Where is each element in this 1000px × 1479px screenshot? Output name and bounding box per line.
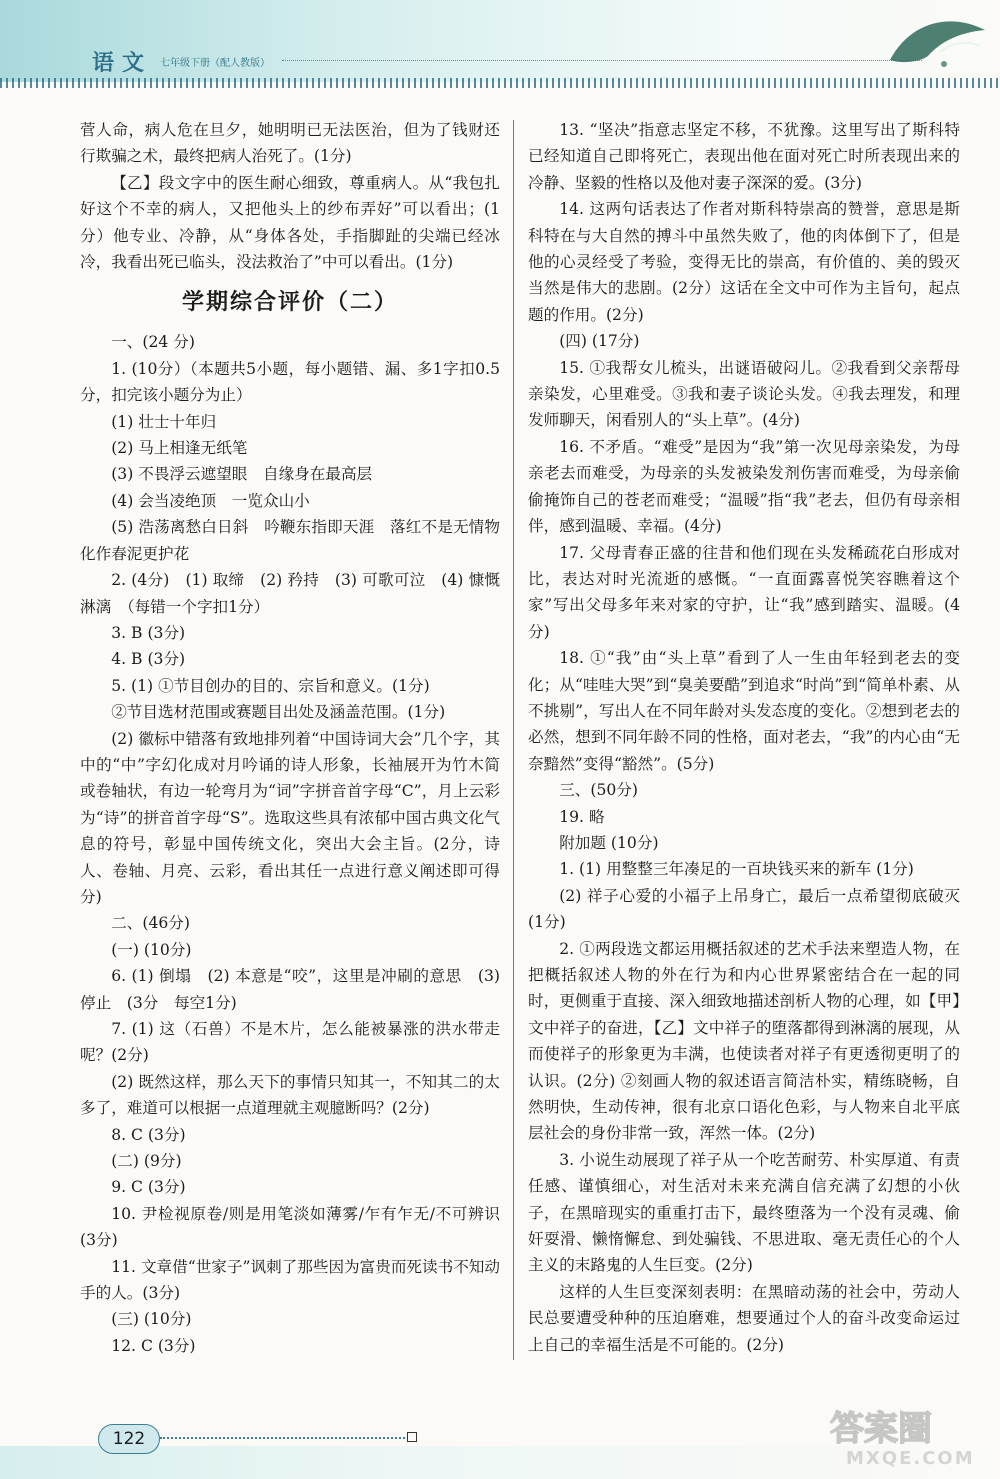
answer-paragraph: 1. (1) 用整整三年凑足的一百块钱买来的新车 (1分) xyxy=(559,860,914,879)
answer-paragraph: 11. 文章借“世家子”讽刺了那些因为富贵而死读书不知动手的人。(3分) xyxy=(80,1257,500,1303)
answer-paragraph: 9. C (3分) xyxy=(111,1178,186,1197)
answer-paragraph: (1) 壮士十年归 xyxy=(111,412,217,431)
answer-paragraph: 1. (10分）（本题共5小题，每小题错、漏、多1字扣0.5分，扣完该小题分为止） xyxy=(80,359,500,405)
answer-paragraph: (5) 浩荡离愁白日斜 吟鞭东指即天涯 落红不是无情物 化作春泥更护花 xyxy=(80,518,516,563)
book-subtitle: 七年级下册（配人教版） xyxy=(160,58,270,69)
answer-paragraph: 17. 父母青春正盛的往昔和他们现在头发稀疏花白形成对比，表达对时光流逝的感慨。“一直面露喜悦笑容瞧着这个家”写出父母多年来对家的守护，让“我”感到踏实、温暖。(4分) xyxy=(528,543,960,641)
answer-paragraph: 这样的人生巨变深刻表明：在黑暗动荡的社会中，劳动人民总要遭受种种的压迫磨难，想要通过个人的奋斗改变命运过上自己的幸福生活是不可能的。(2分) xyxy=(528,1282,960,1354)
answer-paragraph: 【乙】段文字中的医生耐心细致，尊重病人。从“我包扎好这个不幸的病人，又把他头上的纱布弄好”可以看出；(1分）他专业、冷静，从“身体各处，手指脚趾的尖端已经冰冷，我看出死已临头，没法救治了”中可以看出。(1分) xyxy=(80,173,500,272)
answer-paragraph: 菅人命，病人危在旦夕，她明明已无法医治，但为了钱财还行欺骗之术，最终把病人治死了。(1分) xyxy=(80,121,500,166)
answer-paragraph: (2) 既然这样，那么天下的事情只知其一，不知其二的太多了，难道可以根据一点道理就主观臆断吗？(2分) xyxy=(80,1072,500,1118)
answer-paragraph: 三、(50分) xyxy=(559,781,638,800)
answer-paragraph: 18. ①“我”由“头上草”看到了人一生由年轻到老去的变化；从“哇哇大哭”到“臭美要酷”到追求“时尚”到“简单朴素、从不挑剔”，写出人在不同年龄对头发态度的变化。②想到老去的必然，想到不同年龄不同的性格，面对老去，“我”的内心由“无奈黯然”变得“豁然”。(5分) xyxy=(528,649,960,773)
header-tick-strip xyxy=(0,78,1000,88)
subject-title: 语文 xyxy=(92,50,153,76)
answer-paragraph: 7. (1) 这（石兽）不是木片，怎么能被暴涨的洪水带走呢？(2分) xyxy=(80,1020,500,1065)
answer-paragraph: (二) (9分) xyxy=(111,1152,182,1171)
answer-paragraph: 19. 略 xyxy=(559,807,605,826)
footer-square-icon xyxy=(407,1432,417,1442)
watermark-text: 答案圈 xyxy=(830,1409,932,1449)
answer-paragraph: 16. 不矛盾。“难受”是因为“我”第一次见母亲染发，为母亲老去而难受，为母亲的头发被染发剂伤害而难受，为母亲偷偷掩饰自己的苍老而难受；“温暖”指“我”老去，但仍有母亲相伴，感到温暖、幸福。(4分) xyxy=(528,437,960,536)
section-title: 学期综合评价（二） xyxy=(181,289,398,316)
watermark-logo xyxy=(820,1400,990,1470)
answer-paragraph: (3) 不畏浮云遮望眼 自缘身在最高层 xyxy=(111,465,373,484)
answer-paragraph: 4. B (3分) xyxy=(111,650,186,669)
header-rule xyxy=(282,60,922,61)
answer-paragraph: 3. 小说生动展现了祥子从一个吃苦耐劳、朴实厚道、有责任感、谨慎细心，对生活对未来充满自信充满了幻想的小伙子，在黑暗现实的重重打击下，最终堕落为一个没有灵魂、偷奸耍滑、懒惰懈怠、到处骗钱、不思进取、毫无责任心的个人主义的末路鬼的人生巨变。(2分) xyxy=(528,1150,960,1275)
leaf-decoration-icon xyxy=(880,12,990,68)
answer-paragraph: 8. C (3分) xyxy=(111,1125,186,1144)
answer-paragraph: (四) (17分) xyxy=(559,332,640,351)
answer-paragraph: 3. B (3分) xyxy=(111,623,186,642)
watermark-url: MXQE.COM xyxy=(846,1448,975,1469)
page-number: 122 xyxy=(98,1424,160,1454)
answer-paragraph: 14. 这两句话表达了作者对斯科特崇高的赞誉，意思是斯科特在与大自然的搏斗中虽然失败了，他的肉体倒下了，但是他的心灵经受了考验，变得无比的崇高，有价值的、美的毁灭当然是伟大的悲剧。(2分）这话在全文中可作为主旨句，起点题的作用。(2分) xyxy=(528,200,960,324)
answer-paragraph: (4) 会当凌绝顶 一览众山小 xyxy=(111,491,310,510)
answer-paragraph: 6. (1) 倒塌 (2) 本意是“咬”，这里是冲刷的意思 (3) 停止 (3分 每空1分) xyxy=(80,967,500,1012)
right-column xyxy=(528,117,960,1358)
answer-paragraph: (一) (10分) xyxy=(111,940,192,959)
answer-paragraph: (三) (10分) xyxy=(111,1310,192,1329)
answer-paragraph: ②节目选材范围或赛题目出处及涵盖范围。(1分) xyxy=(111,703,446,722)
answer-paragraph: (2) 徽标中错落有致地排列着“中国诗词大会”几个字，其中的“中”字幻化成对月吟诵的诗人形象，长袖展开为竹木简或卷轴状，有边一轮弯月为“词”字拼音首字母“C”，月上云彩为“诗”的拼音首字母“S”。选取这些具有浓郁中国古典文化气息的符号，彰显中国传统文化，突出大会主旨。(2分，诗人、卷轴、月亮、云彩，看出其任一点进行意义阐述即可得分) xyxy=(80,729,500,906)
answer-paragraph: 附加题 (10分) xyxy=(559,833,659,852)
left-column xyxy=(80,117,516,1359)
answer-paragraph: 13. “坚决”指意志坚定不移，不犹豫。这里写出了斯科特已经知道自己即将死亡，表现出他在面对死亡时所表现出来的冷静、坚毅的性格以及他对妻子深深的爱。(3分) xyxy=(528,121,960,192)
footer-dotted-rule xyxy=(160,1437,405,1439)
answer-paragraph: 15. ①我帮女儿梳头，出谜语破闷儿。②我看到父亲帮母亲染发，心里难受。③我和妻子谈论头发。④我去理发，和理发师聊天，闲看别人的“头上草”。(4分) xyxy=(528,358,960,430)
answer-paragraph: (2) 祥子心爱的小福子上吊身亡，最后一点希望彻底破灭 (1分) xyxy=(528,886,960,932)
answer-paragraph: 10. 尹检视原卷/则是用笔淡如薄雾/乍有乍无/不可辨识 (3分) xyxy=(80,1204,500,1250)
answer-paragraph: 5. (1) ①节目创办的目的、宗旨和意义。(1分) xyxy=(111,676,430,695)
answer-paragraph: 2. ①两段选文都运用概括叙述的艺术手法来塑造人物，在把概括叙述人物的外在行为和内心世界紧密结合在一起的同时，更侧重于直接、深入细致地描述剖析人物的心理，如【甲】文中祥子的奋进，【乙】文中祥子的堕落都得到淋漓的展现，从而使祥子的形象更为丰满，也使读者对祥子有更透彻更明了的认识。(2分) ②刻画人物的叙述语言简洁朴实，精练晓畅，自然明快，生动传神，很有北京口语化色彩，与人物来自北平底层社会的身份非常一致，浑然一体。(2分) xyxy=(528,939,960,1143)
answer-paragraph: 二、(46分) xyxy=(111,914,190,933)
answer-paragraph: (2) 马上相逢无纸笔 xyxy=(111,439,248,458)
column-divider xyxy=(513,120,514,1360)
answer-paragraph: 一、(24 分) xyxy=(111,333,195,352)
answer-paragraph: 2. (4分) (1) 取缔 (2) 矜持 (3) 可歌可泣 (4) 慷慨淋漓 （每错一个字扣1分） xyxy=(80,571,500,616)
answer-paragraph: 12. C (3分) xyxy=(111,1336,196,1355)
